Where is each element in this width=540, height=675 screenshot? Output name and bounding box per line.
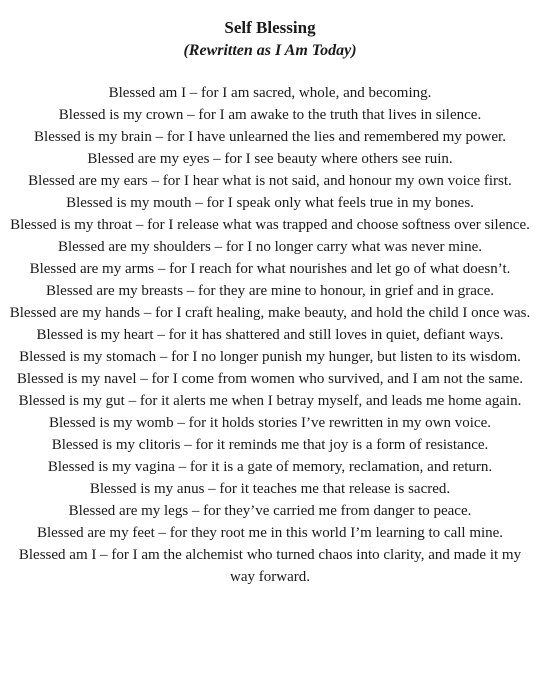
verse-line: Blessed is my womb – for it holds stories I’ve rewritten in my own voice. xyxy=(48,415,492,431)
verse-line: Blessed am I – for I am the alchemist who turned chaos into clarity, and made it my way forward. xyxy=(18,547,522,585)
verse-line: Blessed is my stomach – for I no longer punish my hunger, but listen to its wisdom. xyxy=(19,349,521,365)
verse-line: Blessed are my legs – for they’ve carried me from danger to peace. xyxy=(68,503,472,519)
verse-line: Blessed is my anus – for it teaches me that release is sacred. xyxy=(89,481,451,497)
verse-line: Blessed am I – for I am sacred, whole, and becoming. xyxy=(108,85,432,101)
verse-line: Blessed are my ears – for I hear what is not said, and honour my own voice first. xyxy=(28,173,512,189)
verse-line: Blessed are my eyes – for I see beauty where others see ruin. xyxy=(87,151,453,167)
verse-line: Blessed is my throat – for I release what was trapped and choose softness over silence. xyxy=(10,217,530,233)
verse-line: Blessed are my arms – for I reach for what nourishes and let go of what doesn’t. xyxy=(29,261,511,277)
document-title: Self Blessing xyxy=(224,18,316,37)
verse-line: Blessed are my hands – for I craft healing, make beauty, and hold the child I once was. xyxy=(9,305,531,321)
verse-line: Blessed is my gut – for it alerts me when I betray myself, and leads me home again. xyxy=(18,393,522,409)
verse-line: Blessed is my vagina – for it is a gate of memory, reclamation, and return. xyxy=(47,459,493,475)
document-subtitle: (Rewritten as I Am Today) xyxy=(183,42,357,59)
verse-line: Blessed is my brain – for I have unlearned the lies and remembered my power. xyxy=(34,129,506,145)
verse-list xyxy=(6,82,534,588)
verse-line: Blessed is my mouth – for I speak only what feels true in my bones. xyxy=(66,195,474,211)
verse-line: Blessed is my navel – for I come from women who survived, and I am not the same. xyxy=(16,371,524,387)
verse-line: Blessed is my heart – for it has shattered and still loves in quiet, defiant ways. xyxy=(36,327,504,343)
verse-line: Blessed is my clitoris – for it reminds me that joy is a form of resistance. xyxy=(51,437,489,453)
verse-line: Blessed is my crown – for I am awake to the truth that lives in silence. xyxy=(58,107,482,123)
verse-line: Blessed are my feet – for they root me in this world I’m learning to call mine. xyxy=(36,525,504,541)
verse-line: Blessed are my breasts – for they are mine to honour, in grief and in grace. xyxy=(45,283,494,299)
verse-line: Blessed are my shoulders – for I no longer carry what was never mine. xyxy=(57,239,483,255)
